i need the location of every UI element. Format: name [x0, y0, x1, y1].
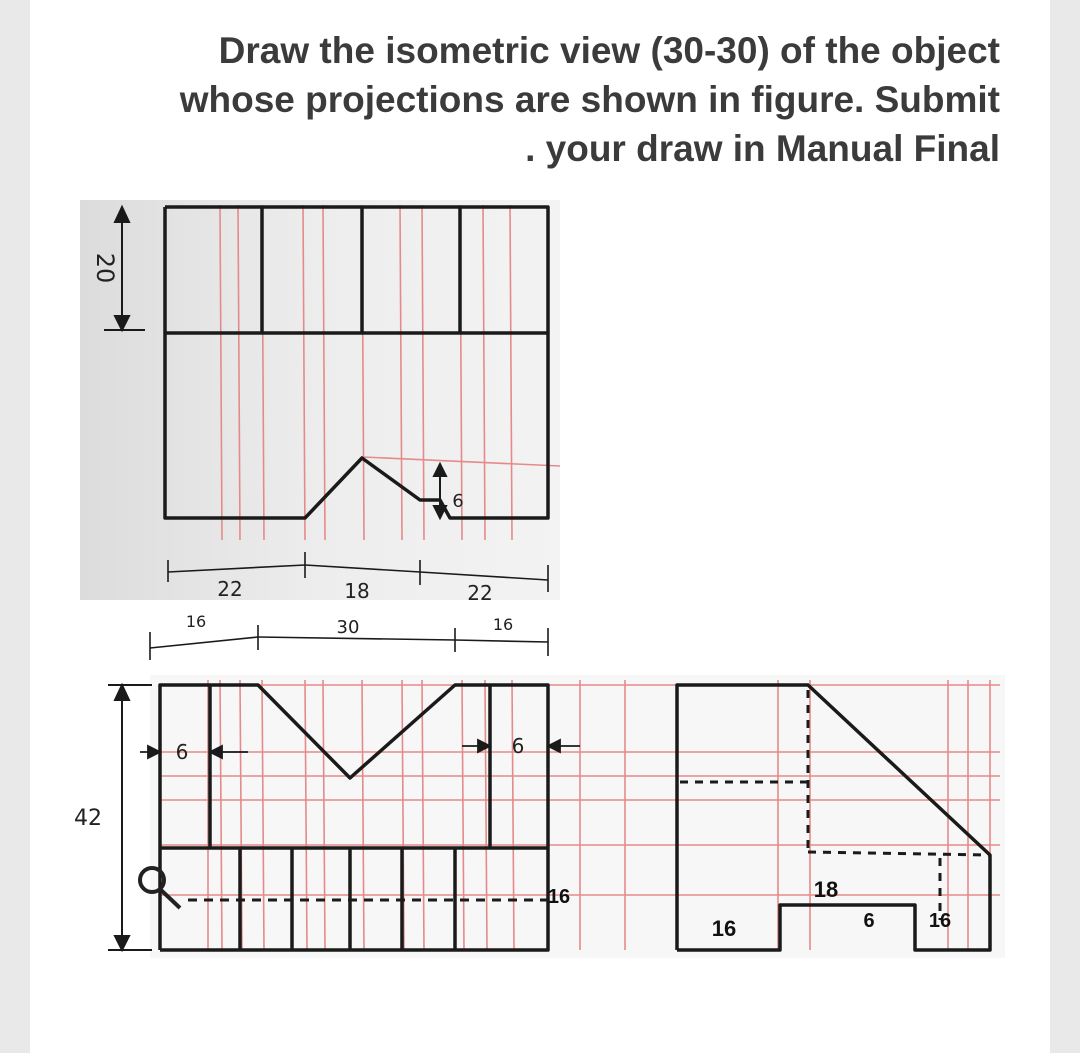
dim-16a: 16 [185, 612, 207, 631]
front-view-height-label: 42 [74, 806, 102, 831]
dim-18: 18 [344, 579, 370, 603]
notch-label: 9 [452, 489, 464, 510]
question-line-3: . your draw in Manual Final [525, 128, 1000, 169]
side-dim-16: 16 [711, 916, 737, 941]
right-9-label: 9 [511, 733, 525, 757]
top-view-paper [80, 200, 560, 600]
side-dim-6: 6 [863, 910, 875, 932]
front-view-width-dimensions [150, 612, 548, 660]
front-and-side-view [74, 675, 1005, 958]
dim-30: 30 [336, 617, 360, 638]
front-view-height-dimension [108, 685, 152, 950]
front-view-paper [150, 675, 1005, 958]
dim-22b: 22 [467, 581, 493, 605]
side-dim-16b: 16 [928, 910, 952, 932]
side-dim-18: 18 [813, 877, 839, 902]
left-9-label: 9 [175, 739, 189, 763]
top-view [80, 200, 560, 605]
top-view-height-label: 20 [91, 252, 119, 284]
question-line-1: Draw the isometric view (30-30) of the object [218, 30, 1000, 71]
dim-16c: 16 [547, 886, 571, 908]
dim-22a: 22 [217, 577, 243, 601]
question-line-2: whose projections are shown in figure. Submit [179, 79, 1000, 120]
dim-16b: 16 [492, 615, 514, 634]
